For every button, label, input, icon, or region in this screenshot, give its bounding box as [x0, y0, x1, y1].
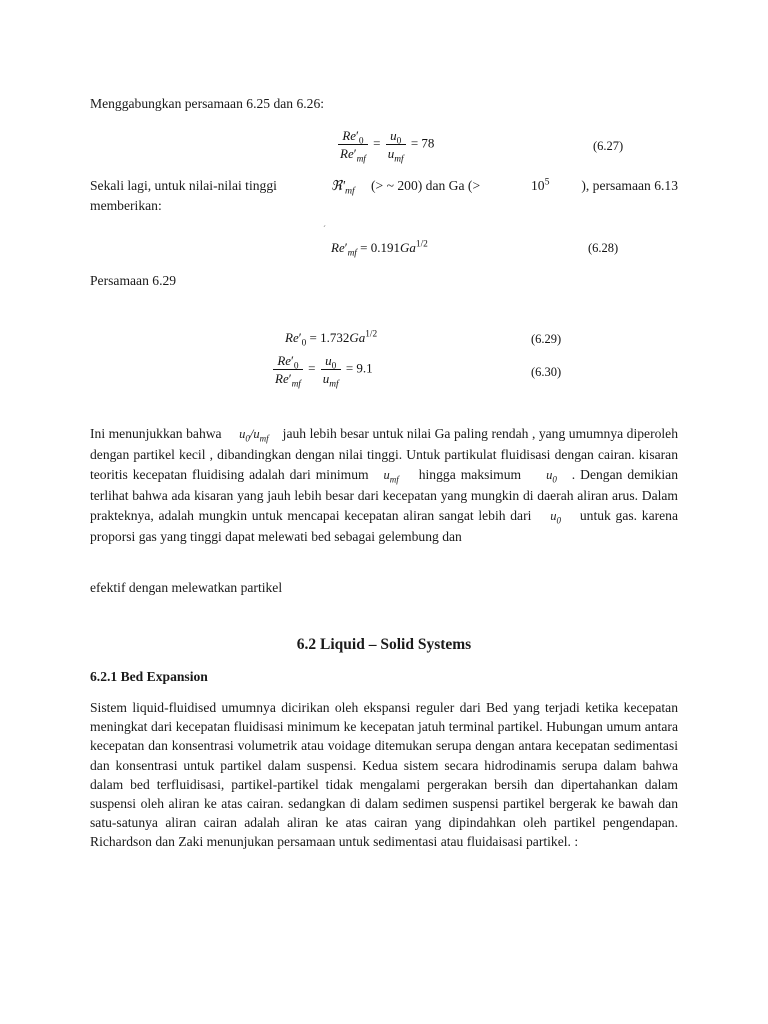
para1-line2: memberikan:	[90, 198, 162, 213]
subsection-heading: 6.2.1 Bed Expansion	[90, 669, 208, 684]
power-base: 10	[531, 178, 545, 193]
equation-6-30-result: = 9.1	[345, 360, 373, 376]
para2-s3: hingga maksimum	[418, 467, 522, 483]
fraction-re: $\frac{Re'_0}{Re'_{mf}}$	[340, 128, 366, 165]
equation-number-6-30: (6.30)	[531, 365, 562, 379]
power-exp: 5	[544, 176, 550, 188]
equation-number-6-27: (6.27)	[593, 139, 624, 153]
equation-number-6-29: (6.29)	[531, 332, 562, 346]
paragraph-high-values	[90, 176, 678, 218]
math-u0-second: $u_0$	[550, 509, 561, 526]
para2-s2: jauh lebih besar untuk nilai Ga paling rendah , yang umumnya diperoleh dengan partikel kecil , dibandingkan dengan nilai tinggi. Untuk partikulat fluidisasi dengan cairan. kisaran teoritis kecepatan fluidising adalah dari minimum	[90, 426, 678, 483]
equation-number-6-28: (6.28)	[588, 241, 619, 255]
equation-6-28: $Re'_{mf} = 0.191Ga^{1/2}$	[331, 239, 428, 259]
equation-6-28-rhs: = 0.191	[360, 240, 400, 255]
re-symbol-glyph: ℜ'	[331, 178, 345, 193]
stray-mark: ˊ	[323, 224, 326, 234]
para2-s1: Ini menunjukkan bahwa	[90, 426, 222, 441]
paragraph-effective: efektif dengan melewatkan partikel	[90, 580, 283, 595]
fraction-u: $\frac{u_0}{u_{mf}}$	[387, 128, 404, 165]
intro-text: Menggabungkan persamaan 6.25 dan 6.26:	[90, 96, 325, 111]
power-ten	[531, 176, 549, 197]
math-umf: $u_{mf}$	[383, 468, 399, 485]
para2-s5: untuk gas. karena proporsi gas yang tinggi dapat melewati bed sebagai gelembung dan	[90, 508, 678, 544]
para1-text-end: ), persamaan 6.13	[581, 178, 678, 193]
para1-text-start: Sekali lagi, untuk nilai-nilai tinggi	[90, 178, 277, 193]
label-persamaan-6-29: Persamaan 6.29	[90, 273, 177, 288]
fraction-re-630: $\frac{Re'_0}{Re'_{mf}}$	[275, 353, 301, 390]
fraction-u-630: $\frac{u_0}{u_{mf}}$	[322, 353, 339, 390]
equation-6-27: $\frac{Re'_0}{Re'_{mf}}$ = $\frac{u_0}{u_{mf}}$ = 78	[340, 128, 435, 165]
equation-6-29-rhs: = 1.732	[309, 330, 350, 345]
para1-text-mid: (> ~ 200) dan Ga (>	[371, 178, 481, 193]
equation-6-29: $Re'_0 = 1.732Ga^{1/2}$	[285, 329, 378, 349]
paragraph-comparison	[90, 424, 678, 548]
math-u0: $u_0$	[546, 468, 557, 485]
equation-6-30: $\frac{Re'_0}{Re'_{mf}}$ = $\frac{u_0}{u_{mf}}$ = 9.1	[275, 353, 373, 390]
re-symbol: $ℜ'_{mf}$	[331, 178, 355, 197]
para2-s4: . Dengan demikian terlihat bahwa ada kisaran yang jauh lebih besar dari kecepatan yang mungkin di daerah aliran arus. Dalam prakteknya, adalah mungkin untuk mencapai kecepatan aliran sangat lebih dari	[90, 467, 678, 524]
section-heading: 6.2 Liquid – Solid Systems	[296, 636, 472, 653]
paragraph-bed-expansion: Sistem liquid-fluidised umumnya dicirikan oleh ekspansi reguler dari Bed yang terjadi ketika kecepatan meningkat dari kecepatan fluidisasi minimum ke kecepatan jatuh terminal partikel. Hubungan umum antara kecepatan dan konsentrasi volumetrik atau voidage ditemukan serupa dengan antara kecepatan sedimentasi dan konsentrasi untuk partikel dalam suspensi. Kedua sistem secara hidrodinamis serupa dalam bahwa dalam bed terfluidisasi, partikel-partikel tidak mengalami pergerakan bersih dan dipertahankan dalam suspensi oleh aliran ke atas cairan. sedangkan di dalam sedimen suspensi partikel bergerak ke bawah dan satu-satunya aliran cairan adalah aliran ke atas cairan yang dipindahkan oleh partikel pengendapan. Richardson dan Zaki menunjukan persamaan untuk sedimentasi atau fluidaisasi partikel. :	[90, 700, 678, 850]
math-u0-over-umf: $u_0/u_{mf}$	[239, 427, 269, 444]
equation-6-27-result: = 78	[410, 135, 435, 151]
